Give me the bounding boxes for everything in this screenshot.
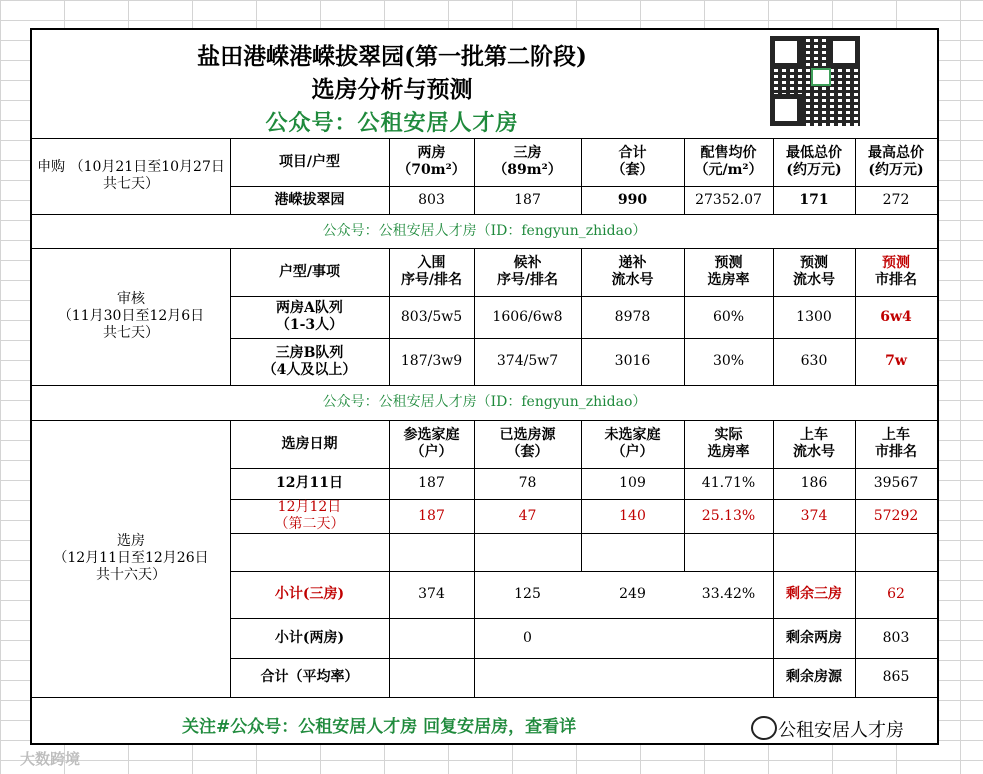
watermark-brand: 大数跨境 [20, 750, 81, 768]
s1-h6: 最高总价 (约万元) [868, 145, 924, 178]
banner-2: 公众号：公租安居人才房（ID：fengyun_zhidao） [322, 394, 647, 410]
watermark-account: 公租安居人才房 [778, 720, 904, 741]
s2-r0-c0: 两房A队列 （1-3人） [275, 300, 344, 333]
banner-1: 公众号：公租安居人才房（ID：fengyun_zhidao） [322, 222, 647, 239]
s3-r0-c4: 41.71% [701, 475, 756, 491]
s2-h1: 入围 序号/排名 [400, 255, 463, 288]
s2-h0: 户型/事项 [278, 263, 341, 280]
section3-label: 选房 （12月11日至12月26日 共十六天） [53, 533, 209, 583]
s2-r0-c5: 1300 [796, 308, 832, 325]
s1-r5: 171 [799, 191, 829, 208]
s2-r1-c2: 374/5w7 [496, 353, 559, 369]
divider [32, 697, 937, 698]
s1-r6: 272 [882, 191, 910, 208]
s3-r0-c6: 39567 [873, 475, 919, 491]
s1-h4: 配售均价 （元/m²） [694, 145, 763, 178]
total-label: 合计（平均率） [260, 669, 359, 685]
s3-r0-c5: 186 [800, 475, 828, 491]
house-icon [811, 68, 831, 86]
s3-r0-c0: 12月11日 [276, 475, 343, 491]
s1-r2: 187 [514, 191, 541, 208]
s2-r0-c1: 803/5w5 [400, 308, 463, 325]
subtotal2-c5: 剩余两房 [786, 629, 842, 646]
s3-h1: 参选家庭 （户） [403, 427, 460, 460]
s3-h4: 实际 选房率 [707, 427, 750, 460]
s2-h2: 候补 序号/排名 [496, 255, 559, 288]
title-line-3: 公众号：公租安居人才房 [265, 110, 519, 136]
s1-h2: 三房 （89m²） [493, 145, 562, 178]
s2-r1-c4: 30% [712, 353, 745, 369]
s3-r1-c4: 25.13% [701, 507, 756, 524]
s2-h6: 预测 市排名 [875, 255, 917, 288]
s2-r1-c0: 三房B队列 （4人及以上） [262, 344, 357, 378]
subtotal3-c2: 125 [514, 586, 541, 602]
s3-r0-c3: 109 [619, 475, 646, 491]
subtotal3-c5: 剩余三房 [786, 586, 842, 602]
s2-r0-c4: 60% [712, 308, 745, 325]
s3-h6: 上车 市排名 [875, 427, 917, 460]
s3-r1-c3: 140 [619, 507, 646, 524]
s1-h3: 合计 （套） [611, 145, 654, 178]
document-frame [30, 28, 939, 745]
s2-h3: 递补 流水号 [611, 255, 654, 288]
subtotal3-label: 小计(三房) [274, 586, 345, 602]
s2-r1-c3: 3016 [614, 353, 651, 369]
s1-r4: 27352.07 [695, 191, 762, 208]
subtotal3-c6: 62 [887, 586, 905, 602]
title-line-2: 选房分析与预测 [311, 76, 473, 103]
s3-h0: 选房日期 [281, 435, 338, 452]
s3-h2: 已选房源 （套） [499, 427, 556, 460]
s1-h5: 最低总价 (约万元) [786, 145, 842, 178]
s1-r3: 990 [617, 191, 648, 208]
wechat-icon [751, 716, 777, 740]
subtotal3-c4: 33.42% [701, 586, 756, 602]
s3-r0-c1: 187 [418, 475, 445, 491]
s3-r1-c2: 47 [518, 507, 537, 524]
subtotal3-c1: 374 [418, 586, 445, 602]
s1-h1: 两房 （70m²） [397, 145, 466, 178]
s3-r1-c6: 57292 [873, 507, 919, 524]
s1-r1: 803 [418, 191, 445, 208]
divider [230, 533, 937, 534]
total-c6: 865 [882, 669, 910, 685]
s3-r1-c1: 187 [418, 507, 445, 524]
s2-r1-c1: 187/3w9 [400, 353, 463, 369]
subtotal2-c6: 803 [882, 629, 910, 646]
s2-r0-c6: 6w4 [880, 308, 912, 325]
subtotal2-c2: 0 [523, 629, 532, 646]
subtotal2-label: 小计(两房) [274, 629, 345, 646]
s3-r1-c0: 12月12日 （第二天） [274, 499, 345, 532]
footer-note: 关注#公众号：公租安居人才房 回复安居房，查看详 [182, 717, 577, 737]
s1-h0: 项目/户型 [278, 153, 341, 170]
s3-h5: 上车 流水号 [793, 427, 835, 460]
s1-r0: 港嵘拔翠园 [274, 191, 345, 208]
s3-h3: 未选家庭 （户） [604, 427, 661, 460]
section2-label: 审核 （11月30日至12月6日 共七天） [57, 291, 205, 341]
s2-r0-c2: 1606/6w8 [492, 308, 563, 325]
s3-r1-c5: 374 [800, 507, 828, 524]
s2-r1-c6: 7w [885, 353, 907, 369]
section1-label: 申购 （10月21日至10月27日 共七天） [37, 159, 225, 192]
s2-h5: 预测 流水号 [793, 255, 835, 288]
s2-h4: 预测 选房率 [707, 255, 750, 288]
total-c5: 剩余房源 [786, 669, 842, 685]
s2-r0-c3: 8978 [614, 308, 651, 325]
subtotal3-c3: 249 [619, 586, 646, 602]
s3-r0-c2: 78 [518, 475, 537, 491]
s2-r1-c5: 630 [800, 353, 828, 369]
title-line-1: 盐田港嵘港嵘拔翠园(第一批第二阶段) [197, 43, 587, 70]
